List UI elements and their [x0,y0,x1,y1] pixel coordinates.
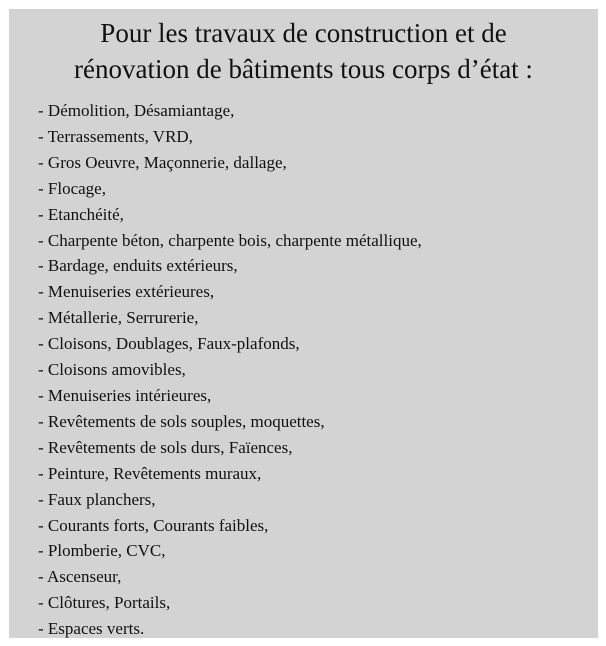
list-item: - Etanchéité, [38,204,124,224]
list-item: - Charpente béton, charpente bois, charpente métallique, [38,230,422,250]
page-title [9,15,598,87]
list-item: - Revêtements de sols durs, Faïences, [38,437,293,457]
title-line-2: rénovation de bâtiments tous corps d’état : [74,54,533,84]
list-item: - Flocage, [38,178,106,198]
list-item: - Gros Oeuvre, Maçonnerie, dallage, [38,152,287,172]
list-item: - Métallerie, Serrurerie, [38,308,199,328]
list-item: - Ascenseur, [38,567,122,587]
list-item: - Cloisons amovibles, [38,360,186,380]
list-item: - Menuiseries intérieures, [38,385,212,405]
title-line-1: Pour les travaux de construction et de [100,18,507,48]
list-item: - Terrassements, VRD, [38,126,193,146]
list-item: - Faux planchers, [38,489,156,509]
list-item: - Démolition, Désamiantage, [38,101,235,120]
list-item: - Espaces verts. [38,619,145,639]
content-panel [9,9,598,638]
list-item: - Clôtures, Portails, [38,593,171,613]
list-item: - Menuiseries extérieures, [38,282,215,302]
services-list [9,98,598,642]
list-item: - Revêtements de sols souples, moquettes, [38,411,325,431]
list-item: - Plomberie, CVC, [38,541,166,561]
list-item: - Peinture, Revêtements muraux, [38,463,262,483]
list-item: - Bardage, enduits extérieurs, [38,256,238,276]
list-item: - Courants forts, Courants faibles, [38,515,269,535]
list-item: - Cloisons, Doublages, Faux-plafonds, [38,334,300,354]
